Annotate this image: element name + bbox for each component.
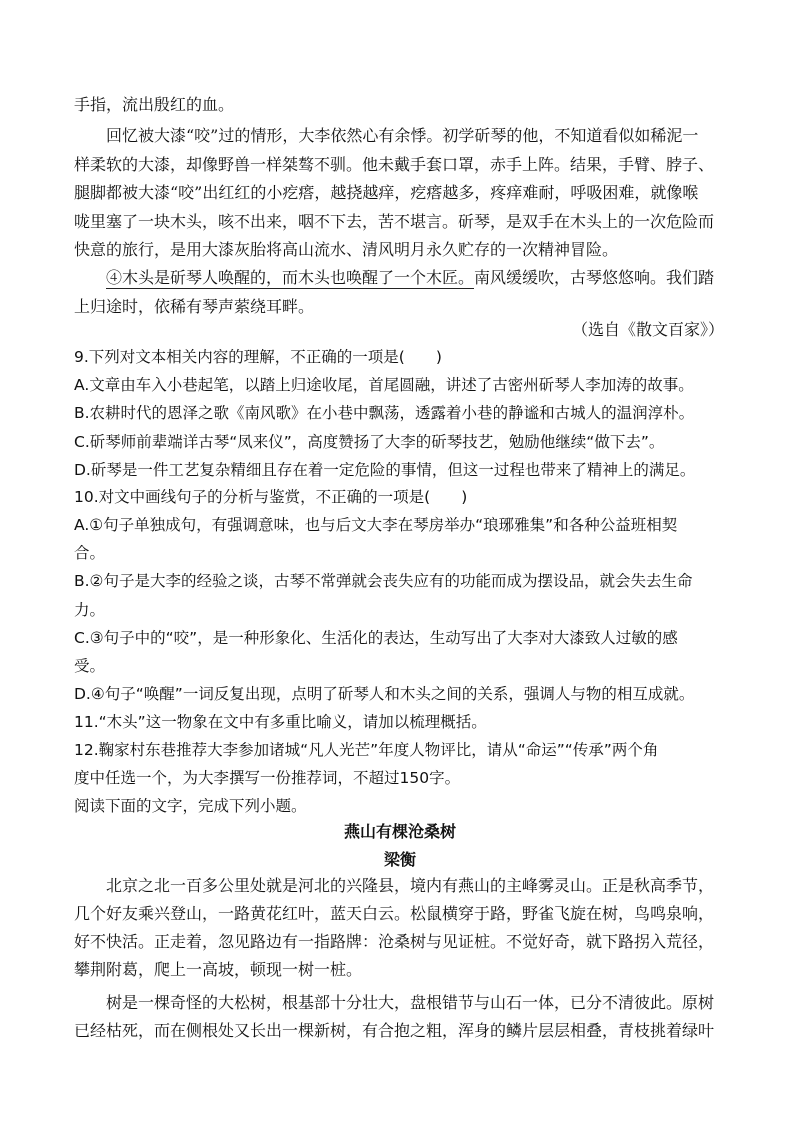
text-line: 已经枯死，而在侧根处又长出一棵新树，有合抱之粗，浑身的鳞片层层相叠，青枝挑着绿叶: [74, 1021, 715, 1040]
option-9d: D.斫琴是一件工艺复杂精细且存在着一定危险的事情，但这一过程也带来了精神上的满足。: [74, 461, 696, 479]
passage-title: 燕山有棵沧桑树: [343, 822, 456, 841]
text-line: 好不快活。正走着，忽见路边有一指路牌：沧桑树与见证桩。不觉好奇，就下路拐入荒径，: [74, 932, 715, 951]
option-10b-cont: 力。: [74, 601, 106, 619]
text-line: 树是一棵奇怪的大松树，根基部十分壮大，盘根错节与山石一体，已分不清彼此。原树: [106, 993, 715, 1012]
option-10a: A.①句子单独成句，有强调意味，也与后文大李在琴房举办“琅琊雅集”和各种公益班相契: [74, 516, 678, 534]
option-9a: A.文章由车入小巷起笔，以踏上归途收尾，首尾圆融，讲述了古密州斫琴人李加涛的故事。: [74, 376, 694, 394]
text-line: 咙里塞了一块木头，咳不出来，咽不下去，苦不堪言。斫琴，是双手在木头上的一次危险而: [74, 212, 715, 231]
text-line: 攀荆附葛，爬上一高坡，顿现一树一桩。: [74, 960, 363, 979]
option-9b: B.农耕时代的恩泽之歌《南风歌》在小巷中飘荡，透露着小巷的静谧和古城人的温润淳朴。: [74, 404, 695, 422]
underlined-sentence: ④木头是斫琴人唤醒的，而木头也唤醒了一个木匠。: [106, 268, 475, 287]
question-10: 10.对文中画线句子的分析与鉴赏，不正确的一项是( ): [74, 488, 468, 506]
question-9: 9.下列对文本相关内容的理解，不正确的一项是( ): [74, 348, 442, 366]
text-span: 南风缓缓吹，古琴悠悠响。我们踏: [474, 268, 715, 287]
text-line: 上归途时，依稀有琴声萦绕耳畔。: [74, 297, 315, 316]
text-line: 腿脚都被大漆“咬”出红红的小疙瘩，越挠越痒，疙瘩越多，疼痒难耐，呼吸困难，就像喉: [74, 183, 699, 202]
text-line: [106, 268, 766, 288]
option-10c-cont: 受。: [74, 657, 106, 675]
text-line: 回忆被大漆“咬”过的情形，大李依然心有余悸。初学斫琴的他，不知道看似如稀泥一: [106, 126, 699, 145]
passage-author: 梁衡: [383, 850, 416, 869]
reading-instruction: 阅读下面的文字，完成下列小题。: [74, 797, 307, 815]
source-citation: （选自《散文百家》）: [571, 320, 724, 339]
option-10a-cont: 合。: [74, 544, 106, 562]
question-12-cont: 度中任选一个，为大李撰写一份推荐词，不超过150字。: [74, 769, 461, 787]
text-line: 手指，流出殷红的血。: [74, 95, 235, 114]
text-line: 北京之北一百多公里处就是河北的兴隆县，境内有燕山的主峰雾灵山。正是秋高季节，: [106, 876, 715, 895]
text-line: 几个好友乘兴登山，一路黄花红叶，蓝天白云。松鼠横穿于路，野雀飞旋在树，鸟鸣泉响，: [74, 904, 715, 923]
option-10b: B.②句子是大李的经验之谈，古琴不常弹就会丧失应有的功能而成为摆设品，就会失去生命: [74, 572, 693, 590]
option-9c: C.斫琴师前辈端详古琴“凤来仪”，高度赞扬了大李的斫琴技艺，勉励他继续“做下去”。: [74, 433, 665, 451]
text-line: 样柔软的大漆，却像野兽一样桀骜不驯。他未戴手套口罩，赤手上阵。结果，手臂、脖子、: [74, 155, 715, 174]
text-line: 快意的旅行，是用大漆灰胎将高山流水、清风明月永久贮存的一次精神冒险。: [74, 240, 619, 259]
option-10d: D.④句子“唤醒”一词反复出现，点明了斫琴人和木头之间的关系，强调人与物的相互成就。: [74, 685, 695, 703]
option-10c: C.③句子中的“咬”，是一种形象化、生活化的表达，生动写出了大李对大漆致人过敏的感: [74, 629, 678, 647]
question-12: 12.鞠家村东巷推荐大李参加诸城“凡人光芒”年度人物评比，请从“命运”“传承”两个角: [74, 741, 659, 759]
question-11: 11.“木头”这一物象在文中有多重比喻义，请加以梳理概括。: [74, 713, 487, 731]
